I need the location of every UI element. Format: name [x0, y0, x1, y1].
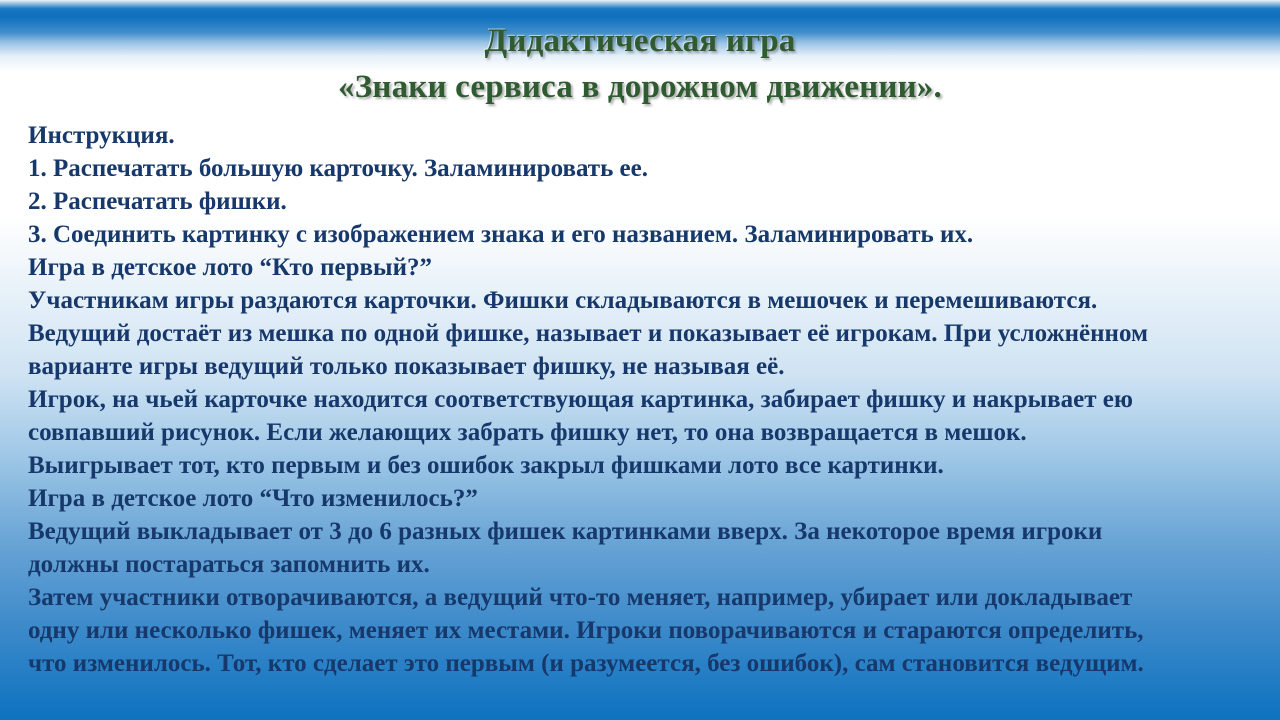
text-line: Затем участники отворачиваются, а ведущий что-то меняет, например, убирает или докладывает	[28, 584, 1133, 611]
text-line: Игрок, на чьей карточке находится соответствующая картинка, забирает фишку и накрывает ею	[28, 386, 1133, 413]
text-line: Ведущий достаёт из мешка по одной фишке, называет и показывает её игрокам. При усложнённом	[28, 320, 1148, 347]
instructions-text	[0, 110, 1280, 680]
text-line: одну или несколько фишек, меняет их местами. Игроки поворачиваются и стараются определить,	[28, 617, 1144, 644]
text-line: Инструкция.	[28, 122, 175, 149]
text-line: 1. Распечатать большую карточку. Заламинировать ее.	[28, 155, 648, 182]
text-line: 2. Распечатать фишки.	[28, 188, 287, 215]
title-line-2: «Знаки сервиса в дорожном движении».	[338, 69, 942, 105]
text-line: совпавший рисунок. Если желающих забрать фишку нет, то она возвращается в мешок.	[28, 419, 1027, 446]
text-line: должны постараться запомнить их.	[28, 551, 430, 578]
slide-title	[0, 0, 1280, 110]
text-line: что изменилось. Тот, кто сделает это первым (и разумеется, без ошибок), сам становится ведущим.	[28, 650, 1144, 677]
text-line: Ведущий выкладывает от 3 до 6 разных фишек картинками вверх. За некоторое время игроки	[28, 518, 1103, 545]
text-line: 3. Соединить картинку с изображением знака и его названием. Заламинировать их.	[28, 221, 974, 248]
text-line: Игра в детское лото “Что изменилось?”	[28, 485, 478, 512]
title-line-1: Дидактическая игра	[484, 23, 796, 59]
text-line: Выигрывает тот, кто первым и без ошибок закрыл фишками лото все картинки.	[28, 452, 944, 479]
text-line: Участникам игры раздаются карточки. Фишки складываются в мешочек и перемешиваются.	[28, 287, 1098, 314]
text-line: варианте игры ведущий только показывает фишку, не называя её.	[28, 353, 785, 380]
text-line: Игра в детское лото “Кто первый?”	[28, 254, 432, 281]
